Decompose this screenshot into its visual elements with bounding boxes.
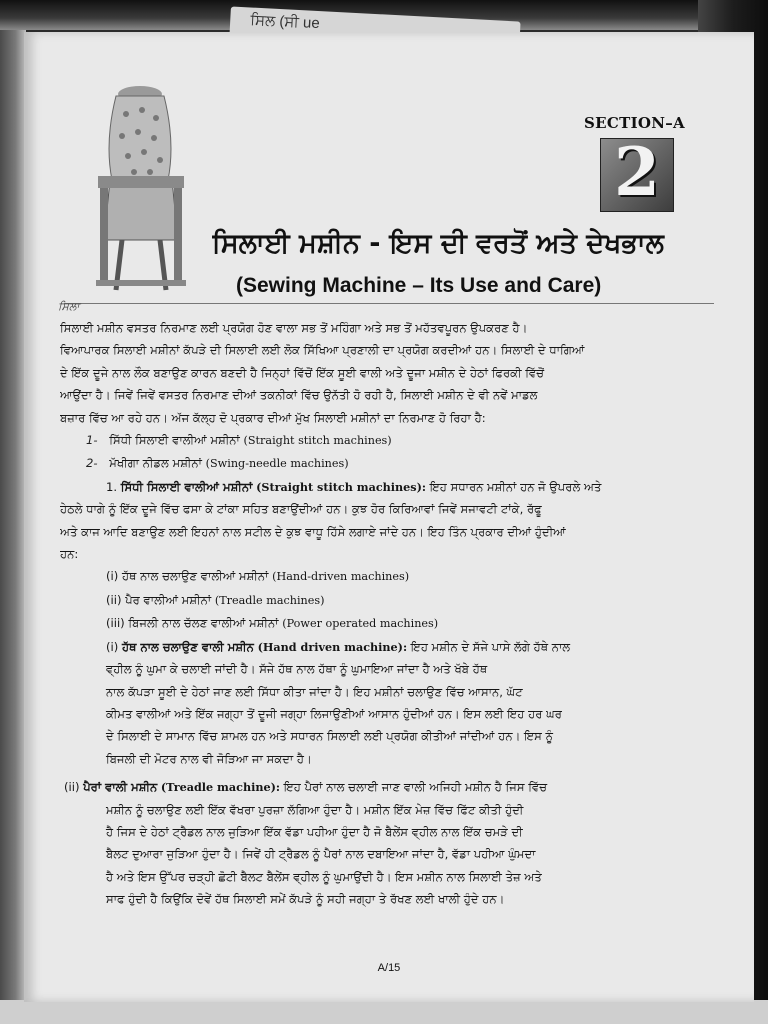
sub-type-number: (ii) (106, 592, 122, 607)
sub-type-punjabi: ਬਿਜਲੀ ਨਾਲ ਚੱਲਣ ਵਾਲੀਆਂ ਮਸ਼ੀਨਾਂ (128, 616, 279, 631)
item-heading-english: (Treadle machine): (160, 780, 280, 795)
intro-line: ਬਜ਼ਾਰ ਵਿੱਚ ਆ ਰਹੇ ਹਨ। ਅੱਜ ਕੱਲ੍ਹ ਦੋ ਪ੍ਰਕਾਰ ਦੀਆਂ ਮੁੱਖ ਸਿਲਾਈ ਮਸ਼ੀਨਾਂ ਦਾ ਨਿਰਮਾਣ ਹੋ ਰਿਹਾ ਹੈ: (60, 410, 486, 425)
body-text (60, 317, 720, 911)
sub-type-item (60, 565, 720, 588)
item-heading-punjabi: ਸਿੱਧੀ ਸਿਲਾਈ ਵਾਲੀਆਂ ਮਸ਼ੀਨਾਂ (120, 479, 253, 494)
paragraph-line: ਮਸ਼ੀਨ ਨੂੰ ਚਲਾਉਣ ਲਈ ਇੱਕ ਵੱਖਰਾ ਪੁਰਜ਼ਾ ਲੱਗਿਆ ਹੁੰਦਾ ਹੈ। ਮਸ਼ੀਨ ਇੱਕ ਮੇਜ਼ ਵਿੱਚ ਫਿੱਟ ਕੀਤੀ ਹੁੰਦੀ (106, 802, 524, 817)
item-number: 1. (106, 479, 118, 494)
paragraph-line: ਹੇਠਲੇ ਧਾਗੇ ਨੂੰ ਇੱਕ ਦੂਜੇ ਵਿੱਚ ਫਸਾ ਕੇ ਟਾਂਕਾ ਸਹਿਤ ਬਣਾਉਂਦੀਆਂ ਹਨ। ਕੁਝ ਹੋਰ ਕਿਰਿਆਵਾਂ ਜਿਵੇਂ ਸਜਾਵਟੀ ਟਾਂਕੇ, ਰੱਫੂ (60, 502, 542, 517)
torn-paper-text: ਸਿਲ (ਸੀ ue (249, 11, 321, 33)
intro-line: ਸਿਲਾਈ ਮਸ਼ੀਨ ਵਸਤਰ ਨਿਰਮਾਣ ਲਈ ਪ੍ਰਯੋਗ ਹੋਣ ਵਾਲਾ ਸਭ ਤੋਂ ਮਹਿੰਗਾ ਅਤੇ ਸਭ ਤੋਂ ਮਹੱਤਵਪੂਰਨ ਉਪਕਰਣ ਹੈ। (60, 321, 528, 335)
scan-left-edge (0, 30, 26, 1024)
paragraph-line: ਨਾਲ ਕੱਪੜਾ ਸੂਈ ਦੇ ਹੇਠਾਂ ਜਾਣ ਲਈ ਸਿੱਧਾ ਕੀਤਾ ਜਾਂਦਾ ਹੈ। ਇਹ ਮਸ਼ੀਨਾਂ ਚਲਾਉਣ ਵਿੱਚ ਆਸਾਨ, ਘੱਟ (106, 684, 523, 699)
handwritten-scribble: ਸਿਲਾ (58, 300, 80, 313)
intro-line: ਵਿਆਪਾਰਕ ਸਿਲਾਈ ਮਸ਼ੀਨਾਂ ਕੱਪੜੇ ਦੀ ਸਿਲਾਈ ਲਈ ਲੋਕ ਸਿੱਖਿਆ ਪ੍ਰਣਾਲੀ ਦਾ ਪ੍ਰਯੋਗ ਕਰਦੀਆਂ ਹਨ। ਸਿਲਾਈ ਦੇ ਧਾਗਿਆਂ (60, 343, 585, 358)
scan-bottom-edge (0, 1000, 768, 1024)
item-heading-english: (Straight stitch machines): (256, 479, 427, 494)
paragraph-line: ਹੈ ਅਤੇ ਇਸ ਉੱਪਰ ਚੜ੍ਹੀ ਛੋਟੀ ਬੈਲਟ ਬੈਲੇਂਸ ਵ੍ਹੀਲ ਨੂੰ ਘੁਮਾਉਂਦੀ ਹੈ। ਇਸ ਮਸ਼ੀਨ ਨਾਲ ਸਿਲਾਈ ਤੇਜ਼ ਅਤੇ (106, 869, 542, 884)
chapter-number-box (600, 133, 674, 212)
chapter-number: 2 (614, 133, 660, 211)
type-item (60, 452, 720, 475)
sub-type-punjabi: ਹੱਥ ਨਾਲ ਚਲਾਉਣ ਵਾਲੀਆਂ ਮਸ਼ੀਨਾਂ (121, 569, 269, 584)
paragraph-line: ਹਨ: (60, 547, 79, 562)
paragraph-line: ਦੇ ਸਿਲਾਈ ਦੇ ਸਾਮਾਨ ਵਿੱਚ ਸ਼ਾਮਲ ਹਨ ਅਤੇ ਸਧਾਰਨ ਸਿਲਾਈ ਲਈ ਪ੍ਰਯੋਗ ਕੀਤੀਆਂ ਜਾਂਦੀਆਂ ਹਨ। ਇਸ ਨੂੰ (106, 729, 554, 744)
type-item (60, 429, 720, 452)
handwritten-mark: 2- (86, 456, 98, 471)
item-heading-punjabi: ਪੈਰਾਂ ਵਾਲੀ ਮਸ਼ੀਨ (83, 780, 158, 795)
item-heading-english: (Hand driven machine): (257, 639, 408, 654)
sub-type-item (60, 612, 720, 635)
treadle-heading (60, 776, 720, 798)
sub-type-english: (Hand-driven machines) (272, 570, 410, 584)
type-label-punjabi: ਮੱਖੀਗਾ ਨੀਡਲ ਮਸ਼ੀਨਾਂ (109, 456, 202, 471)
section-label: SECTION–A (584, 114, 685, 132)
straight-stitch-heading (60, 476, 720, 498)
paragraph-line: ਬਿਜਲੀ ਦੀ ਮੋਟਰ ਨਾਲ ਵੀ ਜੋੜਿਆ ਜਾ ਸਕਦਾ ਹੈ। (106, 751, 312, 766)
handwritten-mark: 1- (86, 433, 98, 448)
title-rule (64, 303, 714, 304)
sub-type-item (60, 589, 720, 612)
paragraph-line: ਵ੍ਹੀਲ ਨੂੰ ਘੁਮਾ ਕੇ ਚਲਾਈ ਜਾਂਦੀ ਹੈ। ਸੱਜੇ ਹੱਥ ਨਾਲ ਹੱਥਾ ਨੂੰ ਘੁਮਾਇਆ ਜਾਂਦਾ ਹੈ ਅਤੇ ਖੱਬੇ ਹੱਥ (106, 662, 488, 677)
item-text: ਇਹ ਸਧਾਰਨ ਮਸ਼ੀਨਾਂ ਹਨ ਜੋ ਉਪਰਲੇ ਅਤੇ (429, 479, 602, 494)
chapter-title-punjabi: ਸਿਲਾਈ ਮਸ਼ੀਨ - ਇਸ ਦੀ ਵਰਤੋਂ ਅਤੇ ਦੇਖਭਾਲ (212, 228, 664, 259)
sub-type-english: (Power operated machines) (282, 617, 439, 631)
type-label-english: (Swing-needle machines) (205, 457, 349, 471)
sub-type-number: (iii) (106, 616, 125, 631)
intro-line: ਆਉਂਦਾ ਹੈ। ਜਿਵੇਂ ਜਿਵੇਂ ਵਸਤਰ ਨਿਰਮਾਣ ਦੀਆਂ ਤਕਨੀਕਾਂ ਵਿੱਚ ਉਨੱਤੀ ਹੋ ਰਹੀ ਹੈ, ਸਿਲਾਈ ਮਸ਼ੀਨ ਦੇ ਵੀ ਨਵੇਂ ਮਾਡਲ (60, 388, 538, 403)
paragraph-line: ਹੈ ਜਿਸ ਦੇ ਹੇਠਾਂ ਟ੍ਰੈਡਲ ਨਾਲ ਜੁੜਿਆ ਇੱਕ ਵੱਡਾ ਪਹੀਆ ਹੁੰਦਾ ਹੈ ਜੋ ਬੈਲੇਂਸ ਵ੍ਹੀਲ ਨਾਲ ਇੱਕ ਚਮੜੇ ਦੀ (106, 824, 523, 839)
intro-line: ਦੇ ਇੱਕ ਦੂਜੇ ਨਾਲ ਲੌਕ ਬਣਾਉਣ ਕਾਰਨ ਬਣਦੀ ਹੈ ਜਿਨ੍ਹਾਂ ਵਿੱਚੋਂ ਇੱਕ ਸੂਈ ਵਾਲੀ ਅਤੇ ਦੂਜਾ ਮਸ਼ੀਨ ਦੇ ਹੇਠਾਂ ਫਿਰਕੀ ਵਿੱਚੋਂ (60, 365, 545, 380)
type-label-english: (Straight stitch machines) (243, 434, 392, 448)
sub-type-number: (i) (106, 569, 119, 584)
sub-type-punjabi: ਪੈਰ ਵਾਲੀਆਂ ਮਸ਼ੀਨਾਂ (125, 592, 212, 607)
type-label-punjabi: ਸਿੱਧੀ ਸਿਲਾਈ ਵਾਲੀਆਂ ਮਸ਼ੀਨਾਂ (109, 433, 240, 448)
item-text: ਇਹ ਪੈਰਾਂ ਨਾਲ ਚਲਾਈ ਜਾਣ ਵਾਲੀ ਅਜਿਹੀ ਮਸ਼ੀਨ ਹੈ ਜਿਸ ਵਿੱਚ (283, 780, 548, 795)
hand-driven-heading (60, 636, 720, 658)
paragraph-line: ਅਤੇ ਕਾਜ ਆਦਿ ਬਣਾਉਣ ਲਈ ਇਹਨਾਂ ਨਾਲ ਸਟੀਲ ਦੇ ਕੁਝ ਵਾਧੂ ਹਿੱਸੇ ਲਗਾਏ ਜਾਂਦੇ ਹਨ। ਇਹ ਤਿੰਨ ਪ੍ਰਕਾਰ ਦੀਆਂ ਹੁੰਦੀਆਂ (60, 524, 566, 539)
sub-type-english: (Treadle machines) (214, 593, 325, 607)
book-page (24, 32, 754, 1002)
dress-form-illustration (82, 80, 200, 300)
chapter-title-english: (Sewing Machine – Its Use and Care) (236, 274, 602, 297)
paragraph-line: ਸਾਫ ਹੁੰਦੀ ਹੈ ਕਿਉਂਕਿ ਦੋਵੇਂ ਹੱਥ ਸਿਲਾਈ ਸਮੇਂ ਕੱਪੜੇ ਨੂੰ ਸਹੀ ਜਗ੍ਹਾ ਤੇ ਰੱਖਣ ਲਈ ਖਾਲੀ ਹੁੰਦੇ ਹਨ। (106, 892, 505, 907)
item-text: ਇਹ ਮਸ਼ੀਨ ਦੇ ਸੱਜੇ ਪਾਸੇ ਲੱਗੇ ਹੱਥੇ ਨਾਲ (410, 639, 571, 654)
paragraph-line: ਬੈਲਟ ਦੁਆਰਾ ਜੁੜਿਆ ਹੁੰਦਾ ਹੈ। ਜਿਵੇਂ ਹੀ ਟ੍ਰੈਡਲ ਨੂੰ ਪੈਰਾਂ ਨਾਲ ਦਬਾਇਆ ਜਾਂਦਾ ਹੈ, ਵੱਡਾ ਪਹੀਆ ਘੁੰਮਦਾ (106, 847, 536, 862)
item-number: (ii) (64, 780, 80, 795)
page-number: A/15 (377, 962, 401, 974)
paragraph-line: ਕੀਮਤ ਵਾਲੀਆਂ ਅਤੇ ਇੱਕ ਜਗ੍ਹਾ ਤੋਂ ਦੂਜੀ ਜਗ੍ਹਾ ਲਿਜਾਉਣੀਆਂ ਆਸਾਨ ਹੁੰਦੀਆਂ ਹਨ। ਇਸ ਲਈ ਇਹ ਹਰ ਘਰ (106, 706, 562, 721)
item-heading-punjabi: ਹੱਥ ਨਾਲ ਚਲਾਉਣ ਵਾਲੀ ਮਸ਼ੀਨ (121, 639, 254, 654)
item-number: (i) (106, 639, 119, 654)
